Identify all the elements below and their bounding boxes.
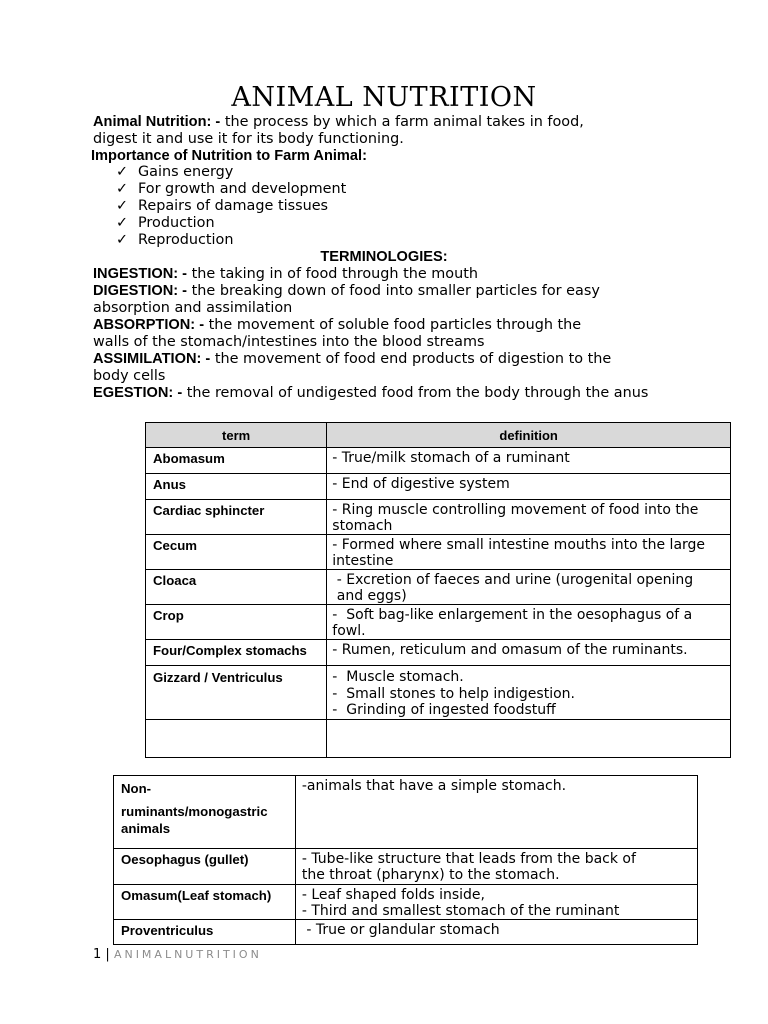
ingestion-definition <box>93 266 478 283</box>
table-row <box>146 448 731 474</box>
table-header-row <box>146 423 731 448</box>
intro-text-1: the process by which a farm animal takes in food, <box>220 114 584 130</box>
term-cell: Gizzard / Ventriculus <box>146 666 327 720</box>
importance-item <box>116 164 233 181</box>
digestion-text: the breaking down of food into smaller particles for easy <box>187 283 600 299</box>
definition-cell: - Rumen, reticulum and omasum of the ruminants. <box>327 640 731 666</box>
egestion-text: the removal of undigested food from the body through the anus <box>182 385 649 401</box>
term-cell <box>114 776 296 849</box>
table-row-empty <box>146 719 731 757</box>
term-cell: Proventriculus <box>114 920 296 945</box>
definition-line: the throat (pharynx) to the stomach. <box>301 867 560 883</box>
importance-item <box>116 198 328 215</box>
table-row <box>146 500 731 535</box>
definition-line: - Formed where small intestine mouths into the large <box>332 537 706 553</box>
absorption-term: ABSORPTION: - <box>93 317 205 333</box>
page-number: 1 <box>93 947 102 962</box>
term-cell: Anus <box>146 474 327 500</box>
definition-cell <box>327 500 731 535</box>
intro-text-2: digest it and use it for its body functioning. <box>93 131 404 147</box>
digestion-term: DIGESTION: - <box>93 283 188 299</box>
absorption-text-2: walls of the stomach/intestines into the blood streams <box>93 334 485 350</box>
table-row <box>146 605 731 640</box>
importance-item-label: Reproduction <box>138 232 234 248</box>
list-item: - Small stones to help indigestion. <box>332 685 575 702</box>
definition-cell <box>327 666 731 720</box>
term-cell: Four/Complex stomachs <box>146 640 327 666</box>
term-line: Non- <box>121 781 152 796</box>
term-cell: Cloaca <box>146 570 327 605</box>
terms-table <box>145 422 731 758</box>
definition-line: - Ring muscle controlling movement of food into the <box>332 502 699 518</box>
definition-line: - Leaf shaped folds inside, <box>301 887 485 903</box>
definition-list <box>332 669 730 719</box>
importance-heading: Importance of Nutrition to Farm Animal: <box>91 148 367 164</box>
checkmark-icon: ✓ <box>116 164 129 180</box>
table-row <box>114 849 698 885</box>
empty-cell <box>146 719 327 757</box>
definition-cell <box>327 570 731 605</box>
importance-item-label: For growth and development <box>138 181 347 197</box>
absorption-text: the movement of soluble food particles through the <box>204 317 582 333</box>
table-row <box>146 666 731 720</box>
term-line: ruminants/monogastric <box>121 804 268 819</box>
table-row <box>146 535 731 570</box>
importance-item <box>116 181 346 198</box>
term-cell: Cecum <box>146 535 327 570</box>
importance-item-label: Gains energy <box>138 164 234 180</box>
assimilation-text: the movement of food end products of digestion to the <box>210 351 612 367</box>
term-cell: Oesophagus (gullet) <box>114 849 296 885</box>
ingestion-text: the taking in of food through the mouth <box>187 266 478 282</box>
empty-cell <box>327 719 731 757</box>
assimilation-term: ASSIMILATION: - <box>93 351 211 367</box>
definition-cell: - End of digestive system <box>327 474 731 500</box>
list-item: - Muscle stomach. <box>332 669 464 685</box>
definition-line: - Tube-like structure that leads from the back of <box>301 851 636 867</box>
footer-separator: | <box>101 947 114 962</box>
table-row <box>146 570 731 605</box>
column-header-term: term <box>146 423 327 448</box>
terms-table-2 <box>113 775 698 945</box>
term-cell: Crop <box>146 605 327 640</box>
list-item: - Grinding of ingested foodstuff <box>332 702 556 718</box>
digestion-definition <box>93 283 600 300</box>
intro-term: Animal Nutrition: - <box>93 114 221 130</box>
definition-cell <box>327 535 731 570</box>
table-row <box>114 920 698 945</box>
assimilation-text-2: body cells <box>93 368 166 384</box>
ingestion-term: INGESTION: - <box>93 266 188 282</box>
importance-item-label: Repairs of damage tissues <box>138 198 329 214</box>
definition-cell <box>295 849 697 885</box>
absorption-definition <box>93 317 581 334</box>
definition-cell <box>295 885 697 920</box>
table-row <box>114 885 698 920</box>
definition-line: - Excretion of faeces and urine (urogenital opening <box>332 572 694 588</box>
footer-title: ANIMALNUTRITION <box>113 948 262 961</box>
definition-cell: -animals that have a simple stomach. <box>295 776 697 849</box>
page-footer <box>93 947 262 962</box>
terminologies-heading: TERMINOLOGIES: <box>320 249 448 265</box>
table-row <box>146 474 731 500</box>
checkmark-icon: ✓ <box>116 215 129 231</box>
importance-item-label: Production <box>138 215 215 231</box>
egestion-definition <box>93 385 648 402</box>
importance-item <box>116 215 215 232</box>
definition-line: - Soft bag-like enlargement in the oesophagus of a <box>332 607 693 623</box>
definition-line: and eggs) <box>332 588 407 604</box>
egestion-term: EGESTION: - <box>93 385 183 401</box>
assimilation-definition <box>93 351 611 368</box>
intro-line-1 <box>93 114 584 131</box>
table-row <box>114 776 698 849</box>
definition-cell: - True or glandular stomach <box>295 920 697 945</box>
digestion-text-2: absorption and assimilation <box>93 300 293 316</box>
column-header-definition: definition <box>327 423 731 448</box>
document-title: ANIMAL NUTRITION <box>231 82 537 113</box>
term-cell: Abomasum <box>146 448 327 474</box>
table-row <box>146 640 731 666</box>
importance-item <box>116 232 233 249</box>
definition-cell: - True/milk stomach of a ruminant <box>327 448 731 474</box>
definition-line: stomach <box>332 518 393 534</box>
checkmark-icon: ✓ <box>116 181 129 197</box>
checkmark-icon: ✓ <box>116 232 129 248</box>
definition-line: intestine <box>332 553 394 569</box>
checkmark-icon: ✓ <box>116 198 129 214</box>
definition-line: fowl. <box>332 623 366 639</box>
term-cell: Cardiac sphincter <box>146 500 327 535</box>
definition-cell <box>327 605 731 640</box>
term-cell: Omasum(Leaf stomach) <box>114 885 296 920</box>
term-line: animals <box>121 821 171 836</box>
definition-line: - Third and smallest stomach of the ruminant <box>301 903 620 919</box>
